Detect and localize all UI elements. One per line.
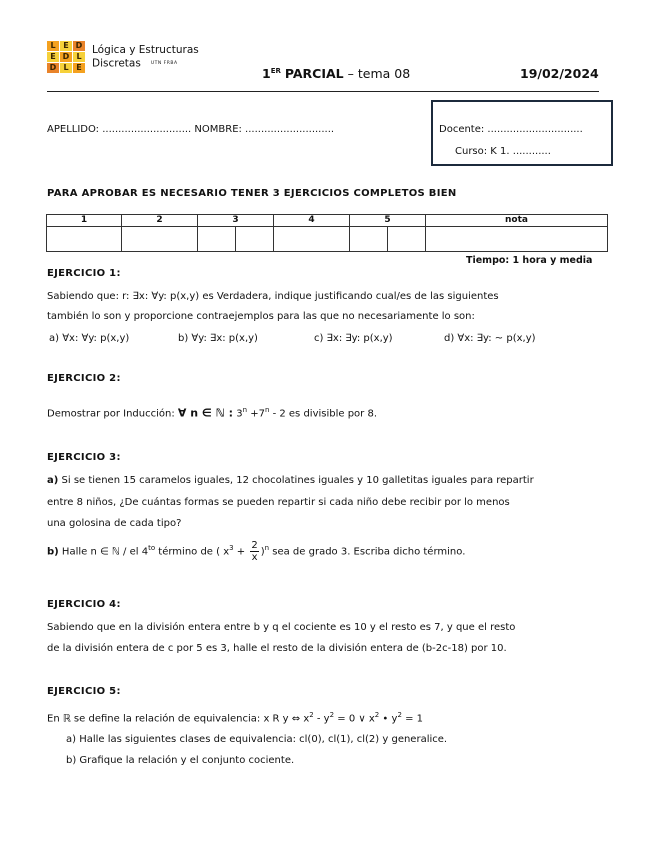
ex3-a-label: a) [47, 475, 59, 486]
subject-line2: Discretas [92, 57, 141, 70]
ex1-option-a: a) ∀x: ∀y: p(x,y) [49, 333, 130, 344]
grade-header: 3 [198, 215, 274, 227]
grade-cell[interactable] [274, 227, 350, 252]
fraction-denominator: x [251, 551, 258, 563]
ex1-line1: Sabiendo que: r: ∃x: ∀y: p(x,y) es Verdadera, indique justificando cual/es de las siguientes [47, 291, 499, 302]
fraction-numerator: 2 [251, 539, 258, 551]
logo-cell: D [73, 41, 85, 51]
logo-cell: E [47, 52, 59, 62]
subject-title [92, 44, 199, 71]
ex3-b-line [47, 536, 465, 564]
ex5-sup: 2 [374, 711, 380, 719]
ex5-statement [47, 707, 423, 727]
ex5-sup: 2 [309, 711, 314, 719]
exam-tema: – tema 08 [347, 66, 411, 81]
ex5-mid: • y [379, 713, 398, 725]
grade-cell[interactable] [388, 227, 426, 252]
ex2-exp2: n [264, 406, 270, 414]
ex5-pre: En ℝ se define la relación de equivalencia: x R y ⇔ x [47, 713, 310, 725]
logo-cell: D [60, 52, 72, 62]
grades-table [46, 214, 608, 252]
logo-cell: L [47, 41, 59, 51]
requirement-heading: PARA APROBAR ES NECESARIO TENER 3 EJERCICIOS COMPLETOS BIEN [47, 188, 457, 199]
ex1-line2: también lo son y proporcione contraejemplos para las que no necesariamente lo son: [47, 311, 475, 322]
ex3-b-close: ) [260, 546, 265, 558]
ex5-item-b: b) Grafique la relación y el conjunto cociente. [66, 755, 295, 766]
ex3-fraction [250, 540, 258, 563]
exam-parcial: PARCIAL [284, 66, 344, 81]
ex3-b-post: sea de grado 3. Escriba dicho término. [269, 546, 466, 558]
grade-header: nota [426, 215, 608, 227]
logo-cell: L [60, 63, 72, 73]
exam-date: 19/02/2024 [520, 66, 599, 81]
logo-cell: E [73, 63, 85, 73]
grade-cell[interactable] [122, 227, 198, 252]
ex5-sup: 2 [329, 711, 335, 719]
ex2-statement [47, 402, 377, 422]
ex3-b-n: n [264, 544, 270, 552]
ex2-title: EJERCICIO 2: [47, 373, 121, 384]
utn-label: UTN FRBA [150, 61, 178, 66]
ex2-base1: 3 [236, 408, 243, 420]
logo-cell: E [60, 41, 72, 51]
grade-cell[interactable] [350, 227, 388, 252]
ex3-title: EJERCICIO 3: [47, 452, 121, 463]
ex5-title: EJERCICIO 5: [47, 686, 121, 697]
ex2-post: - 2 es divisible por 8. [269, 408, 378, 420]
ex5-item-a: a) Halle las siguientes clases de equivalencia: cl(0), cl(1), cl(2) y generalice. [66, 734, 448, 745]
ex2-pre: Demostrar por Inducción: [47, 408, 175, 420]
exam-title [262, 66, 410, 81]
ex3-b-mid: término de ( x [155, 546, 230, 558]
subject-line1: Lógica y Estructuras [92, 44, 199, 56]
ex5-mid: = 0 ∨ x [334, 713, 375, 725]
ex2-exp1: n [242, 406, 248, 414]
grade-header: 2 [122, 215, 198, 227]
header-rule [47, 91, 599, 92]
grade-cell[interactable] [236, 227, 274, 252]
ex1-option-d: d) ∀x: ∃y: ~ p(x,y) [444, 333, 536, 344]
grade-header: 4 [274, 215, 350, 227]
ex3-a-text1: Si se tienen 15 caramelos iguales, 12 chocolatines iguales y 10 galletitas iguales para repartir [61, 475, 534, 486]
ex3-a-line1 [47, 472, 534, 489]
ex3-b-pre: Halle n ∈ ℕ / el 4 [61, 546, 149, 558]
ex4-line2: de la división entera de c por 5 es 3, halle el resto de la división entera de (b-2c-18) por 10. [47, 643, 507, 654]
subject-line2-wrap [92, 57, 199, 71]
ex1-option-b: b) ∀y: ∃x: p(x,y) [178, 333, 258, 344]
ex2-quantifier: ∀ n ∈ ℕ : [177, 406, 234, 420]
grade-cell[interactable] [47, 227, 122, 252]
ex4-line1: Sabiendo que en la división entera entre b y q el cociente es 10 y el resto es 7, y que el resto [47, 622, 516, 633]
ex4-title: EJERCICIO 4: [47, 599, 121, 610]
ex3-b-label: b) [47, 546, 59, 558]
logo-cell: D [47, 63, 59, 73]
student-name-line: APELLIDO: ............................ NOMBRE: ............................ [47, 124, 335, 135]
ex3-b-exp: 3 [229, 544, 234, 552]
logo [47, 41, 85, 73]
logo-cell: L [73, 52, 85, 62]
grade-cell[interactable] [426, 227, 608, 252]
ex1-option-c: c) ∃x: ∃y: p(x,y) [314, 333, 393, 344]
ex5-mid: - y [313, 713, 330, 725]
grade-header: 5 [350, 215, 426, 227]
ex5-sup: 2 [397, 711, 402, 719]
grade-cell[interactable] [198, 227, 236, 252]
ex3-a-line3: una golosina de cada tipo? [47, 518, 182, 529]
ex5-post: = 1 [401, 713, 424, 725]
ex2-mid: +7 [247, 408, 265, 420]
ex3-b-plus: + [233, 546, 249, 558]
exam-ordinal: 1 [262, 66, 271, 81]
curso-line: Curso: K 1. ............ [455, 146, 551, 157]
docente-line: Docente: .............................. [439, 124, 583, 135]
ex3-b-sup: to [148, 544, 156, 552]
exam-ordinal-sup: ER [270, 66, 281, 75]
ex3-a-line2: entre 8 niños, ¿De cuántas formas se pueden repartir si cada niño debe recibir por lo menos [47, 497, 510, 508]
ex1-title: EJERCICIO 1: [47, 268, 121, 279]
grade-header: 1 [47, 215, 122, 227]
time-limit: Tiempo: 1 hora y media [466, 255, 593, 266]
